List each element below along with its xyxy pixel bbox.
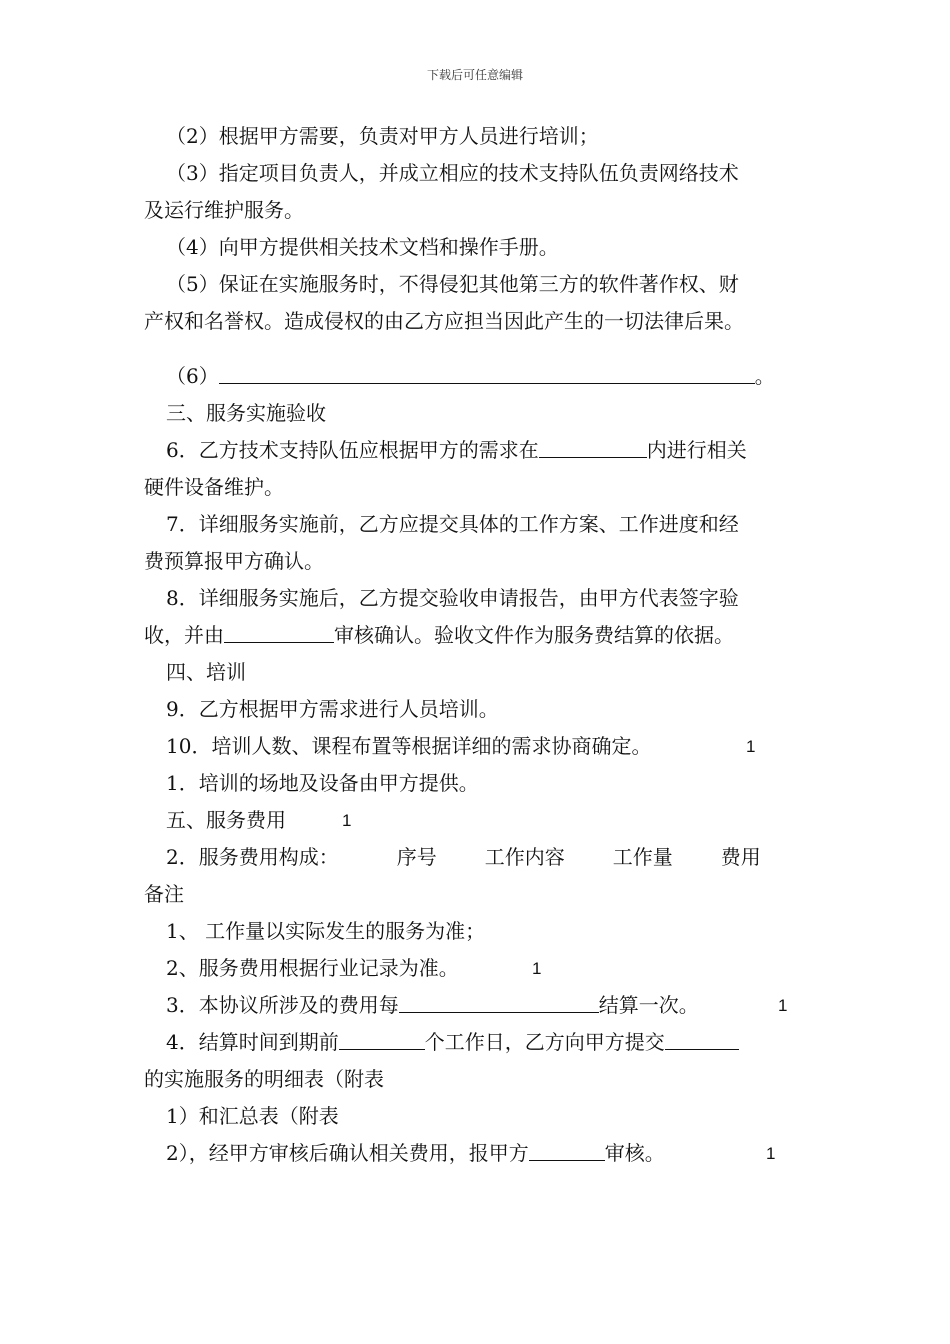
- text: （4）向甲方提供相关技术文档和操作手册。: [166, 235, 559, 259]
- text: 结算一次。: [598, 993, 699, 1017]
- item-6-cont: [144, 469, 824, 506]
- fee-item-4-cont: [144, 1061, 824, 1098]
- fill-blank: [539, 437, 647, 458]
- col-header-quantity: 工作量: [612, 845, 673, 869]
- text: 7．详细服务实施前，乙方应提交具体的工作方案、工作进度和经: [166, 512, 739, 536]
- text: （6）: [166, 364, 219, 388]
- page-header: 下载后可任意编辑: [426, 68, 523, 82]
- page-number: 1: [532, 959, 542, 978]
- text: 及运行维护服务。: [144, 198, 304, 222]
- clause-5-cont: [144, 303, 824, 340]
- training-item-1: [144, 765, 824, 802]
- col-header-fee: 费用: [720, 845, 761, 869]
- item-10: [144, 728, 824, 765]
- fee-note-1: [144, 913, 824, 950]
- text: 的实施服务的明细表（附表: [144, 1067, 384, 1091]
- item-7-cont: [144, 543, 824, 580]
- item-8-cont: [144, 617, 824, 654]
- col-header-number: 序号: [396, 845, 437, 869]
- fill-blank: [219, 363, 755, 384]
- section-title: 四、培训: [166, 660, 246, 684]
- fill-blank: [529, 1140, 605, 1161]
- fee-item-3: [144, 987, 824, 1024]
- page-number: 1: [342, 811, 352, 830]
- section-title: 五、服务费用: [166, 808, 286, 832]
- text: （5）保证在实施服务时，不得侵犯其他第三方的软件著作权、财: [166, 272, 739, 296]
- section-title: 三、服务实施验收: [166, 401, 326, 425]
- text: 1．培训的场地及设备由甲方提供。: [166, 771, 479, 795]
- fee-note-2: [144, 950, 824, 987]
- text: 费预算报甲方确认。: [144, 549, 324, 573]
- fill-blank: [399, 992, 599, 1013]
- col-header-content: 工作内容: [484, 845, 565, 869]
- item-7: [144, 506, 824, 543]
- text: 9．乙方根据甲方需求进行人员培训。: [166, 697, 499, 721]
- text: 2．服务费用构成：: [166, 845, 339, 869]
- text: 3．本协议所涉及的费用每: [166, 993, 399, 1017]
- fill-blank: [339, 1029, 425, 1050]
- col-header-remarks: 备注: [144, 882, 184, 906]
- page-number: 1: [778, 996, 788, 1015]
- item-9: [144, 691, 824, 728]
- text: 8．详细服务实施后，乙方提交验收申请报告，由甲方代表签字验: [166, 586, 739, 610]
- text: 6．乙方技术支持队伍应根据甲方的需求在: [166, 438, 539, 462]
- text: 1）和汇总表（附表: [166, 1104, 339, 1128]
- text: 4．结算时间到期前: [166, 1030, 339, 1054]
- text: 1、 工作量以实际发生的服务为准；: [166, 919, 486, 943]
- section-heading-4: [144, 654, 824, 691]
- document-body: [144, 118, 824, 1172]
- item-6: [144, 432, 824, 469]
- clause-4: [144, 229, 824, 266]
- section-heading-3: [144, 395, 824, 432]
- fee-item-2: [144, 839, 824, 876]
- fill-blank: [224, 622, 334, 643]
- clause-3: [144, 155, 824, 192]
- text: 2、服务费用根据行业记录为准。: [166, 956, 459, 980]
- page-number: 1: [746, 737, 756, 756]
- clause-2: [144, 118, 824, 155]
- item-8: [144, 580, 824, 617]
- text: 硬件设备维护。: [144, 475, 284, 499]
- page-number: 1: [766, 1144, 776, 1163]
- clause-3-cont: [144, 192, 824, 229]
- clause-6: [144, 358, 824, 395]
- text: 产权和名誉权。造成侵权的由乙方应担当因此产生的一切法律后果。: [144, 309, 744, 333]
- text: （3）指定项目负责人，并成立相应的技术支持队伍负责网络技术: [166, 161, 739, 185]
- fill-blank: [665, 1029, 739, 1050]
- fee-item-4-cont-2: [144, 1098, 824, 1135]
- text: 收，并由: [144, 623, 224, 647]
- clause-5: [144, 266, 824, 303]
- text: 2），经甲方审核后确认相关费用，报甲方: [166, 1141, 529, 1165]
- fee-item-4: [144, 1024, 824, 1061]
- text: 内进行相关: [646, 438, 747, 462]
- section-heading-5: [144, 802, 824, 839]
- text: 审核确认。验收文件作为服务费结算的依据。: [334, 623, 734, 647]
- fee-item-4-cont-3: [144, 1135, 824, 1172]
- text: 个工作日，乙方向甲方提交: [424, 1030, 665, 1054]
- text: 审核。: [604, 1141, 665, 1165]
- text: （2）根据甲方需要，负责对甲方人员进行培训；: [166, 124, 599, 148]
- text: 10．培训人数、课程布置等根据详细的需求协商确定。: [166, 734, 652, 758]
- fee-item-2-cont: [144, 876, 824, 913]
- text: 。: [754, 364, 775, 388]
